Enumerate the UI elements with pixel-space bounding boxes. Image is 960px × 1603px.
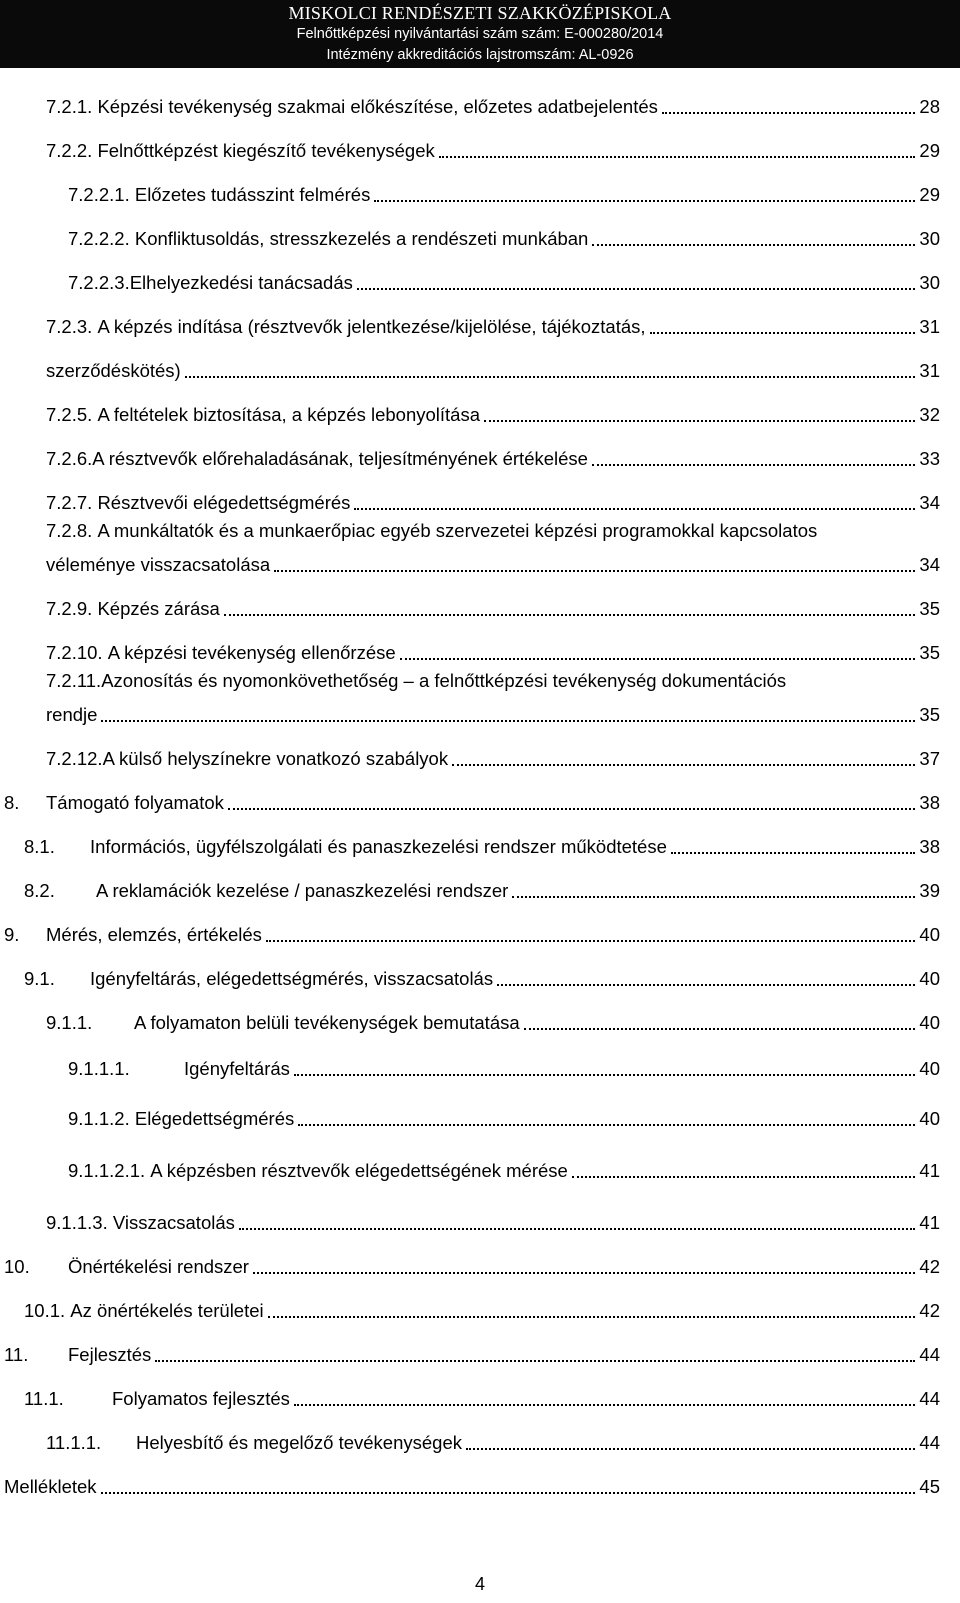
toc-entry-continuation[interactable] <box>46 696 940 726</box>
dot-leader <box>294 1073 915 1076</box>
toc-entry-page: 38 <box>919 792 940 813</box>
dot-leader <box>400 657 916 660</box>
toc-entry[interactable] <box>4 1248 940 1278</box>
toc-entry[interactable] <box>46 396 940 426</box>
dot-leader <box>266 939 916 942</box>
toc-entry-title: Mérés, elemzés, értékelés <box>46 924 262 945</box>
toc-entry-title: Konfliktusoldás, stresszkezelés a rendészeti munkában <box>134 228 589 249</box>
toc-entry-page: 33 <box>919 448 940 469</box>
toc-entry-number: 7.2.6. <box>46 448 93 469</box>
toc-entry-title: Azonosítás és nyomonkövethetőség – a felnőttképzési tevékenység dokumentációs <box>101 670 787 691</box>
toc-entry-page: 31 <box>919 316 940 337</box>
registry-number: Felnőttképzési nyilvántartási szám szám: E-000280/2014 <box>296 26 664 42</box>
toc-entry-title: véleménye visszacsatolása <box>46 554 271 575</box>
toc-entry[interactable] <box>68 1050 940 1080</box>
toc-entry-number: 9.1.1.1. <box>68 1058 130 1079</box>
toc-entry-number: 9.1.1. <box>46 1012 93 1033</box>
toc-entry-title: A képzés indítása (résztvevők jelentkezése/kijelölése, tájékoztatás, <box>97 316 646 337</box>
toc-entry-page: 44 <box>919 1432 940 1453</box>
toc-entry-number: 11.1.1. <box>46 1432 102 1453</box>
toc-entry-page: 42 <box>919 1256 940 1277</box>
toc-entry[interactable] <box>68 1152 940 1182</box>
toc-entry[interactable] <box>24 872 940 902</box>
toc-entry-title: rendje <box>46 704 98 725</box>
toc-entry-title: szerződéskötés) <box>46 360 181 381</box>
toc-entry[interactable] <box>68 220 940 250</box>
toc-entry-page: 40 <box>919 968 940 989</box>
toc-entry-title: Helyesbítő és megelőző tevékenységek <box>136 1432 462 1453</box>
dot-leader <box>239 1227 916 1230</box>
toc-entry-number: 7.2.9. <box>46 598 93 619</box>
toc-entry[interactable] <box>46 440 940 470</box>
dot-leader <box>155 1359 915 1362</box>
toc-entry[interactable] <box>46 308 940 338</box>
toc-entry[interactable] <box>24 1380 940 1410</box>
toc-entry-page: 39 <box>919 880 940 901</box>
toc-entry-number: 7.2.12. <box>46 748 103 769</box>
toc-entry-page: 40 <box>919 1012 940 1033</box>
dot-leader <box>224 613 916 616</box>
toc-entry-title: Felnőttképzést kiegészítő tevékenységek <box>97 140 435 161</box>
toc-entry-title: Előzetes tudásszint felmérés <box>134 184 371 205</box>
toc-entry-title: A képzési tevékenység ellenőrzése <box>107 642 396 663</box>
toc-entry-title: Mellékletek <box>4 1476 97 1497</box>
dot-leader <box>572 1175 916 1178</box>
toc-entry[interactable] <box>46 1424 940 1454</box>
toc-entry[interactable] <box>68 176 940 206</box>
toc-entry-title: Támogató folyamatok <box>46 792 224 813</box>
toc-entry-number: 7.2.5. <box>46 404 93 425</box>
toc-entry-title: A külső helyszínekre vonatkozó szabályok <box>102 748 449 769</box>
toc-entry-page: 41 <box>919 1212 940 1233</box>
accreditation-number: Intézmény akkreditációs lajstromszám: AL-0926 <box>326 47 634 63</box>
dot-leader <box>101 1491 916 1494</box>
toc-entry-number: 9.1.1.2.1. <box>68 1160 146 1181</box>
toc-entry-number: 7.2.2.3. <box>68 272 130 293</box>
toc-entry-page: 30 <box>919 272 940 293</box>
toc-entry[interactable] <box>68 1100 940 1130</box>
toc-entry[interactable] <box>46 88 940 118</box>
toc-entry-number: 10. <box>4 1256 30 1277</box>
toc-entry-number: 9. <box>4 924 20 945</box>
toc-entry[interactable] <box>46 740 940 770</box>
toc-entry-page: 28 <box>919 96 940 117</box>
dot-leader <box>650 331 916 334</box>
toc-entry-page: 35 <box>919 642 940 663</box>
toc-entry-title: Elégedettségmérés <box>134 1108 295 1129</box>
toc-entry[interactable] <box>4 784 940 814</box>
toc-entry-page: 42 <box>919 1300 940 1321</box>
toc-entry-number: 7.2.10. <box>46 642 103 663</box>
toc-entry[interactable] <box>46 590 940 620</box>
dot-leader <box>354 507 915 510</box>
toc-entry-page: 34 <box>919 492 940 513</box>
toc-entry-number: 9.1.1.2. <box>68 1108 130 1129</box>
toc-entry[interactable] <box>46 634 940 664</box>
toc-entry[interactable] <box>24 828 940 858</box>
toc-entry[interactable] <box>46 132 940 162</box>
toc-entry[interactable] <box>46 670 786 692</box>
dot-leader <box>185 375 916 378</box>
toc-entry-number: 7.2.2.2. <box>68 228 130 249</box>
toc-entry-title: Képzés zárása <box>97 598 220 619</box>
toc-entry-page: 35 <box>919 704 940 725</box>
dot-leader <box>524 1027 916 1030</box>
toc-entry-number: 7.2.1. <box>46 96 93 117</box>
toc-entry-number: 7.2.2. <box>46 140 93 161</box>
dot-leader <box>274 569 915 572</box>
toc-entry-page: 29 <box>919 184 940 205</box>
toc-entry-page: 37 <box>919 748 940 769</box>
toc-entry-number: 10.1. <box>24 1300 66 1321</box>
toc-entry-page: 32 <box>919 404 940 425</box>
toc-entry-number: 7.2.11. <box>46 670 102 691</box>
toc-entry-title: Igényfeltárás, elégedettségmérés, visszacsatolás <box>90 968 494 989</box>
dot-leader <box>298 1123 915 1126</box>
dot-leader <box>497 983 915 986</box>
toc-entry[interactable] <box>4 1336 940 1366</box>
toc-entry-title: Fejlesztés <box>68 1344 152 1365</box>
toc-entry-number: 11.1. <box>24 1388 64 1409</box>
dot-leader <box>466 1447 915 1450</box>
toc-entry-number: 11. <box>4 1344 29 1365</box>
toc-entry[interactable] <box>4 1468 940 1498</box>
dot-leader <box>484 419 915 422</box>
toc-entry-number: 7.2.7. <box>46 492 93 513</box>
toc-entry[interactable] <box>68 264 940 294</box>
dot-leader <box>228 807 916 810</box>
toc-entry-title: Képzési tevékenység szakmai előkészítése, előzetes adatbejelentés <box>97 96 658 117</box>
toc-entry-number: 7.2.8. <box>46 520 93 541</box>
toc-entry-title: Folyamatos fejlesztés <box>112 1388 290 1409</box>
school-name: MISKOLCI RENDÉSZETI SZAKKÖZÉPISKOLA <box>288 3 672 23</box>
dot-leader <box>671 851 916 854</box>
dot-leader <box>357 287 916 290</box>
toc-entry[interactable] <box>46 1204 940 1234</box>
dot-leader <box>512 895 915 898</box>
toc-entry-title: A résztvevők előrehaladásának, teljesítményének értékelése <box>92 448 588 469</box>
toc-entry-page: 44 <box>919 1344 940 1365</box>
toc-entry-number: 9.1. <box>24 968 55 989</box>
toc-entry-page: 34 <box>919 554 940 575</box>
toc-entry-number: 7.2.3. <box>46 316 93 337</box>
toc-entry-number: 8.2. <box>24 880 55 901</box>
toc-entry-page: 29 <box>919 140 940 161</box>
toc-entry[interactable] <box>4 916 940 946</box>
toc-entry-number: 9.1.1.3. <box>46 1212 108 1233</box>
toc-entry[interactable] <box>46 1004 940 1034</box>
toc-entry-page: 44 <box>919 1388 940 1409</box>
toc-entry-page: 40 <box>919 924 940 945</box>
toc-entry-page: 31 <box>919 360 940 381</box>
dot-leader <box>374 199 915 202</box>
toc-entry-title: Visszacsatolás <box>112 1212 235 1233</box>
toc-entry-continuation[interactable] <box>46 546 940 576</box>
toc-entry-page: 45 <box>919 1476 940 1497</box>
toc-entry-page: 40 <box>919 1108 940 1129</box>
toc-entry-page: 41 <box>919 1160 940 1181</box>
toc-entry[interactable] <box>46 520 817 542</box>
dot-leader <box>294 1403 916 1406</box>
dot-leader <box>253 1271 915 1274</box>
dot-leader <box>592 243 915 246</box>
dot-leader <box>439 155 916 158</box>
dot-leader <box>452 763 915 766</box>
toc-entry[interactable] <box>24 960 940 990</box>
toc-entry-title: Igényfeltárás <box>184 1058 290 1079</box>
toc-entry-title: Az önértékelés területei <box>70 1300 264 1321</box>
toc-entry-title: Önértékelési rendszer <box>68 1256 249 1277</box>
toc-entry-title: A reklamációk kezelése / panaszkezelési rendszer <box>96 880 509 901</box>
toc-entry-page: 38 <box>919 836 940 857</box>
dot-leader <box>268 1315 916 1318</box>
toc-entry-title: Résztvevői elégedettségmérés <box>97 492 351 513</box>
toc-entry-page: 30 <box>919 228 940 249</box>
dot-leader <box>662 111 916 114</box>
toc-entry-number: 8. <box>4 792 20 813</box>
toc-entry-continuation[interactable] <box>46 352 940 382</box>
dot-leader <box>101 719 915 722</box>
toc-entry-title: Elhelyezkedési tanácsadás <box>129 272 353 293</box>
toc-entry[interactable] <box>46 484 940 514</box>
toc-entry[interactable] <box>24 1292 940 1322</box>
dot-leader <box>592 463 915 466</box>
toc-entry-title: A feltételek biztosítása, a képzés lebonyolítása <box>97 404 481 425</box>
toc-entry-title: A képzésben résztvevők elégedettségének mérése <box>150 1160 568 1181</box>
toc-entry-page: 35 <box>919 598 940 619</box>
page-number: 4 <box>474 1574 485 1594</box>
toc-entry-page: 40 <box>919 1058 940 1079</box>
toc-entry-title: A folyamaton belüli tevékenységek bemutatása <box>134 1012 520 1033</box>
toc-entry-title: A munkáltatók és a munkaerőpiac egyéb szervezetei képzési programokkal kapcsolatos <box>97 520 818 541</box>
toc-entry-title: Információs, ügyfélszolgálati és panaszkezelési rendszer működtetése <box>90 836 667 857</box>
toc-entry-number: 7.2.2.1. <box>68 184 130 205</box>
toc-entry-number: 8.1. <box>24 836 55 857</box>
